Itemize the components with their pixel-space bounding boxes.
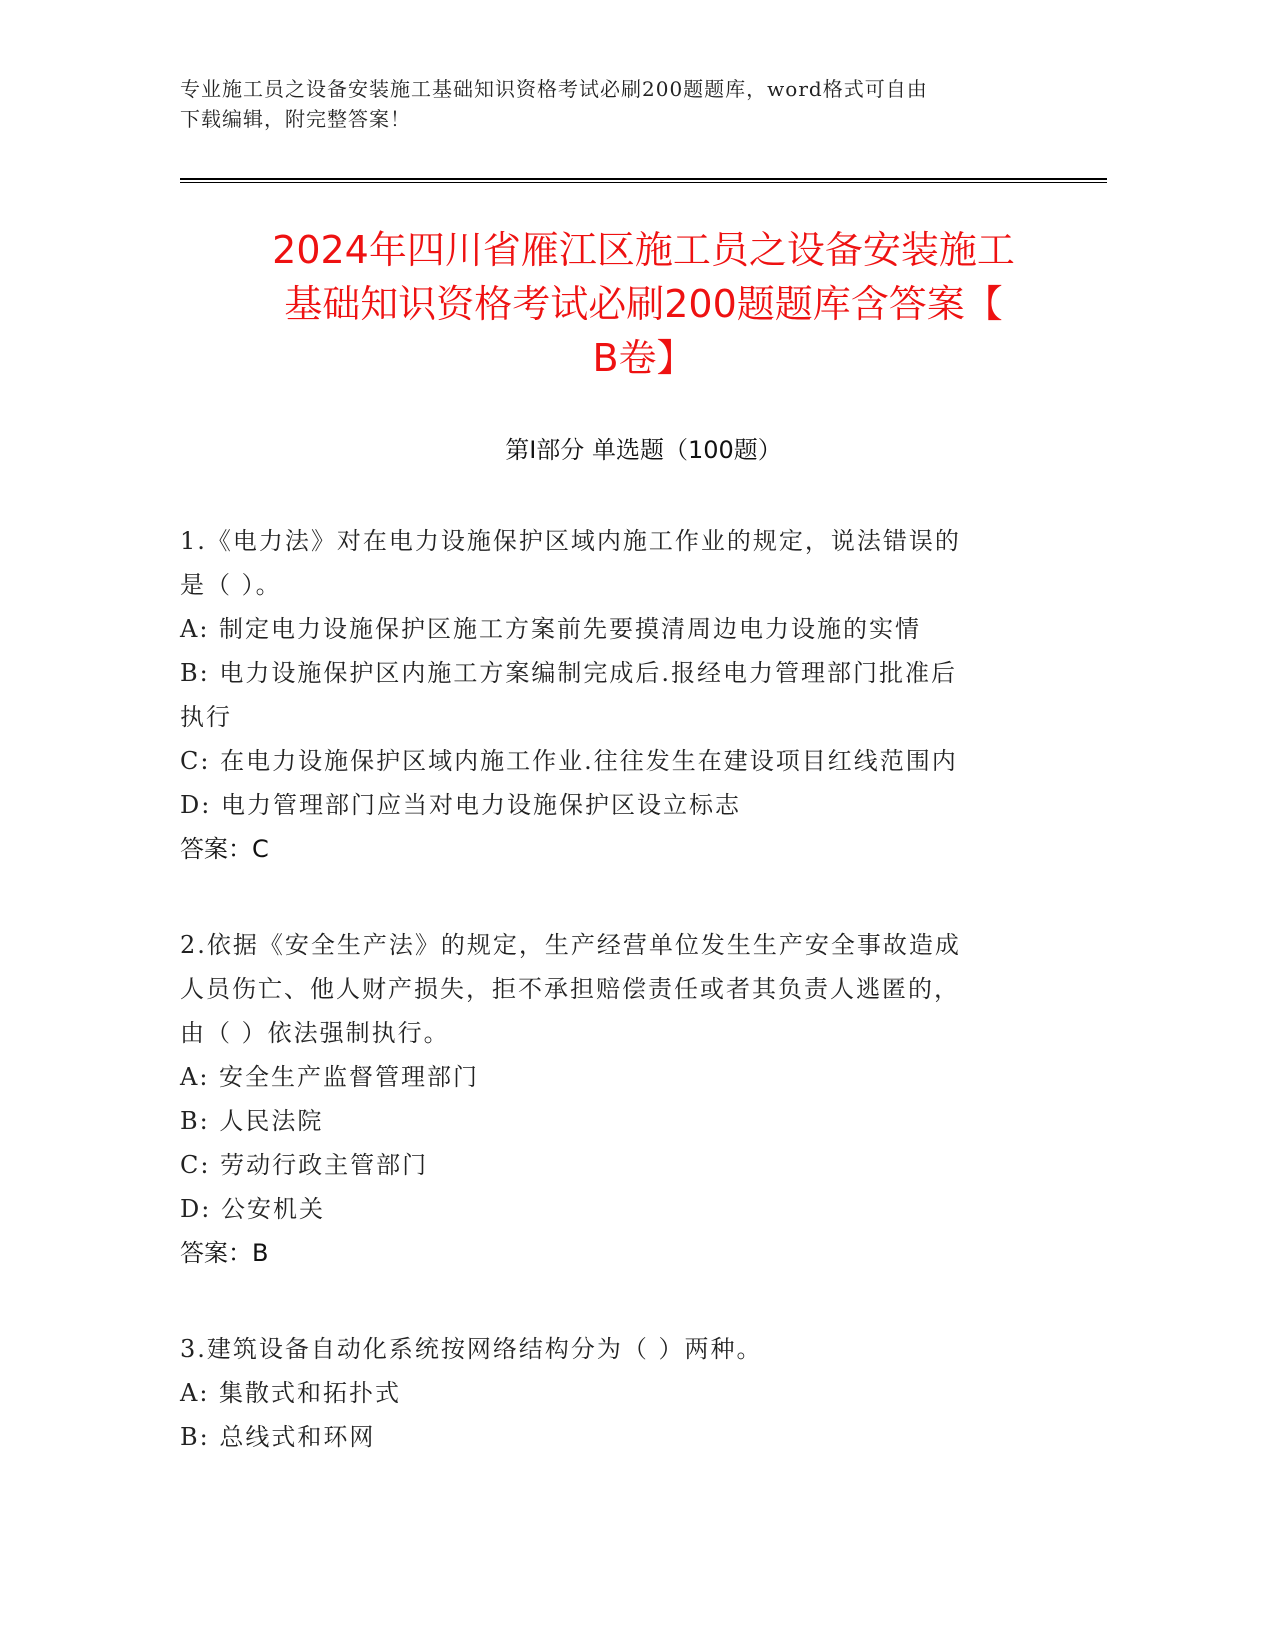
question-item (180, 923, 1095, 1275)
option-d: D: 公安机关 (180, 1195, 325, 1223)
option-a: A: 制定电力设施保护区施工方案前先要摸清周边电力设施的实情 (180, 615, 922, 643)
option-b: B: 电力设施保护区内施工方案编制完成后.报经电力管理部门批准后 执行 (180, 659, 957, 731)
question-stem: 1.《电力法》对在电力设施保护区域内施工作业的规定，说法错误的 是（ ）。 (180, 527, 961, 599)
header-note: 专业施工员之设备安装施工基础知识资格考试必刷200题题库，word格式可自由 下载编辑，附完整答案！ (180, 77, 928, 131)
option-b: B: 总线式和环网 (180, 1423, 376, 1451)
question-item (180, 1327, 1095, 1459)
document-title: 2024年四川省雁江区施工员之设备安装施工 基础知识资格考试必刷200题题库含答案【 B卷】 (272, 228, 1015, 380)
option-d: D: 电力管理部门应当对电力设施保护区设立标志 (180, 791, 741, 819)
option-b: B: 人民法院 (180, 1107, 324, 1135)
answer: 答案：C (180, 835, 269, 863)
answer: 答案：B (180, 1239, 269, 1267)
option-c: C: 劳动行政主管部门 (180, 1151, 429, 1179)
section-title: 第I部分 单选题（100题） (505, 436, 782, 464)
option-a: A: 集散式和拓扑式 (180, 1379, 402, 1407)
question-stem: 3.建筑设备自动化系统按网络结构分为（ ）两种。 (180, 1335, 763, 1363)
question-item (180, 519, 1095, 871)
option-c: C: 在电力设施保护区域内施工作业.往往发生在建设项目红线范围内 (180, 747, 958, 775)
header-divider (180, 178, 1107, 183)
question-stem: 2.依据《安全生产法》的规定，生产经营单位发生生产安全事故造成 人员伤亡、他人财产损失，拒不承担赔偿责任或者其负责人逃匿的， 由（ ）依法强制执行。 (180, 931, 961, 1047)
option-a: A: 安全生产监督管理部门 (180, 1063, 480, 1091)
